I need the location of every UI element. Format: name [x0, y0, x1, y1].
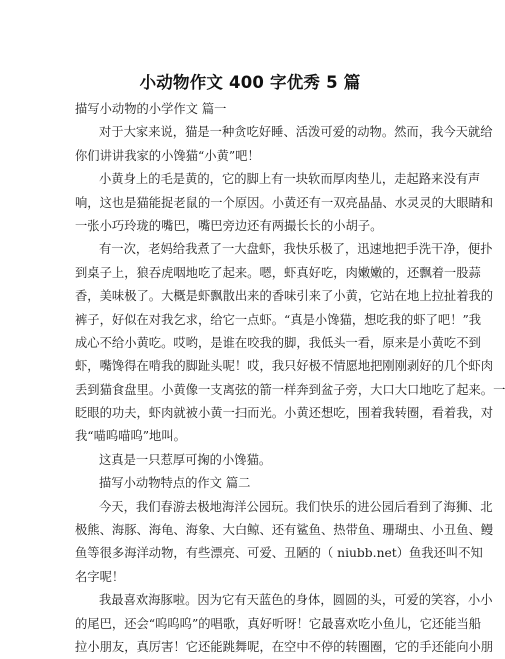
paragraph-line: 小黄身上的毛是黄的，它的脚上有一块软而厚肉垫儿，走起路来没有声 — [99, 172, 481, 187]
paragraph-line: 香，美味极了。大概是虾飘散出来的香味引来了小黄，它站在地上拉扯着我的 — [75, 289, 494, 304]
paragraph-line: 响，这也是猫能捉老鼠的一个原因。小黄还有一双亮晶晶、水灵灵的大眼睛和 — [75, 195, 494, 210]
paragraph-line: 对于大家来说，猫是一种贪吃好睡、活泼可爱的动物。然而，我今天就给 — [99, 125, 493, 140]
paragraph-line: 鱼等很多海洋动物，有些漂亮、可爱、丑陋的（ niubb.net）鱼我还叫不知 — [75, 546, 483, 561]
document-body — [75, 98, 505, 659]
section-heading-2: 描写小动物特点的作文 篇二 — [99, 476, 251, 491]
paragraph-line: 虾，嘴馋得在啃我的脚趾头呢！哎，我只好极不情愿地把刚刚剥好的几个虾肉 — [75, 359, 494, 374]
paragraph-line: 到桌子上，狼吞虎咽地吃了起来。嗯，虾真好吃，肉嫩嫩的，还飘着一股蒜 — [75, 265, 481, 280]
paragraph-line: 我“喵呜喵呜”地叫。 — [75, 429, 186, 444]
section-heading-1: 描写小动物的小学作文 篇一 — [75, 102, 227, 116]
paragraph-line: 成心不给小黄吃。哎哟，是谁在咬我的脚，我低头一看，原来是小黄吃不到 — [75, 335, 481, 350]
paragraph-line: 丢到猫食盘里。小黄像一支离弦的箭一样奔到盆子旁，大口大口地吃了起来。一 — [75, 382, 505, 397]
paragraph-line: 拉小朋友，真厉害！它还能跳舞呢，在空中不停的转圈圈，它的手还能向小朋 — [75, 639, 494, 654]
paragraph-line: 名字呢！ — [75, 569, 125, 584]
paragraph-line: 的尾巴，还会“呜呜呜”的唱歌，真好听呀！它最喜欢吃小鱼儿，它还能当船 — [75, 616, 482, 631]
paragraph-line: 你们讲讲我家的小馋猫“小黄”吧！ — [75, 148, 260, 163]
paragraph-line: 一张小巧玲珑的嘴巴，嘴巴旁边还有两撮长长的小胡子。 — [75, 218, 383, 233]
paragraph-line: 眨眼的功夫，虾肉就被小黄一扫而光。小黄还想吃，围着我转圈，看着我，对 — [75, 406, 494, 421]
paragraph-line: 我最喜欢海豚啦。因为它有天蓝色的身体，圆圆的头，可爱的笑容，小小 — [99, 593, 493, 608]
paragraph-line: 有一次，老妈给我煮了一大盘虾，我快乐极了，迅速地把手洗干净，便扑 — [99, 242, 493, 257]
paragraph-line: 今天，我们春游去极地海洋公园玩。我们快乐的进公园后看到了海狮、北 — [99, 499, 493, 514]
paragraph-line: 这真是一只惹厚可掬的小馋猫。 — [99, 452, 272, 467]
paragraph-line: 极熊、海豚、海龟、海象、大白鲸、还有鲨鱼、热带鱼、珊瑚虫、小丑鱼、鳗 — [75, 523, 494, 538]
paragraph-line: 裤子，好似在对我乞求，给它一点虾。“真是小馋猫，想吃我的虾了吧！”我 — [75, 312, 482, 327]
document-title: 小动物作文 400 字优秀 5 篇 — [139, 73, 361, 92]
